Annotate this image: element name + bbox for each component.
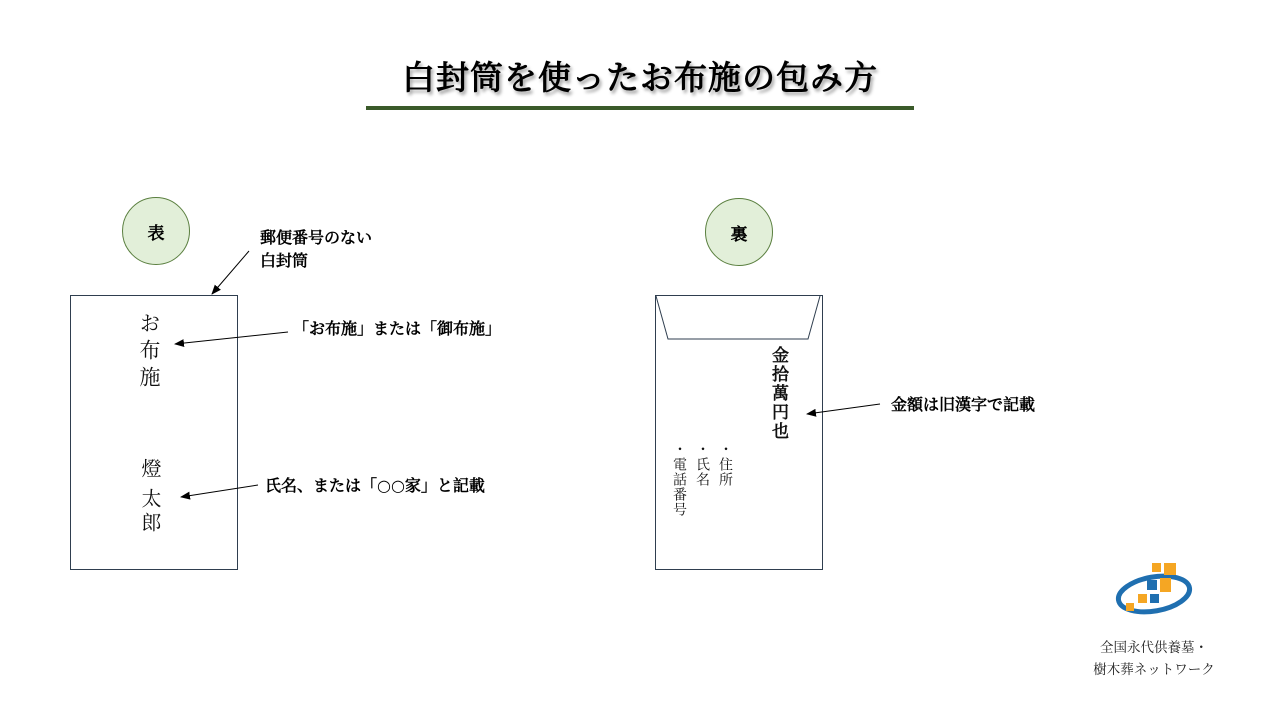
envelope-note-arrow <box>212 251 249 294</box>
back-phone-item: ・電話番号 <box>671 442 687 517</box>
offering-note: 「お布施」または「御布施」 <box>293 319 502 338</box>
envelope-note-line2: 白封筒 <box>260 251 309 270</box>
organization-logo-icon <box>1112 558 1198 624</box>
offering-note-arrow <box>175 332 288 344</box>
front-name-line2: 太郎 <box>138 488 162 536</box>
back-amount-text: 金拾萬円也 <box>768 346 788 441</box>
back-envelope-flap <box>656 296 820 339</box>
front-offering-text: お布施 <box>137 312 161 393</box>
back-name-item: ・氏名 <box>694 442 710 487</box>
back-label: 裏 <box>730 224 748 245</box>
organization-name-line2: 樹木葬ネットワーク <box>1093 662 1215 678</box>
organization-name <box>1084 637 1224 681</box>
front-name-line1: 燈 <box>138 458 162 478</box>
back-address-item: ・住所 <box>717 442 733 487</box>
organization-name-line1: 全国永代供養墓・ <box>1100 640 1208 656</box>
page-title: 白封筒を使ったお布施の包み方 <box>402 58 878 97</box>
envelope-note-line1: 郵便番号のない <box>260 228 373 247</box>
name-note-arrow <box>181 485 258 497</box>
front-label: 表 <box>147 223 165 244</box>
name-note: 氏名、または「○○家」と記載 <box>265 476 485 495</box>
amount-note-arrow <box>807 404 880 414</box>
amount-note: 金額は旧漢字で記載 <box>891 395 1036 414</box>
